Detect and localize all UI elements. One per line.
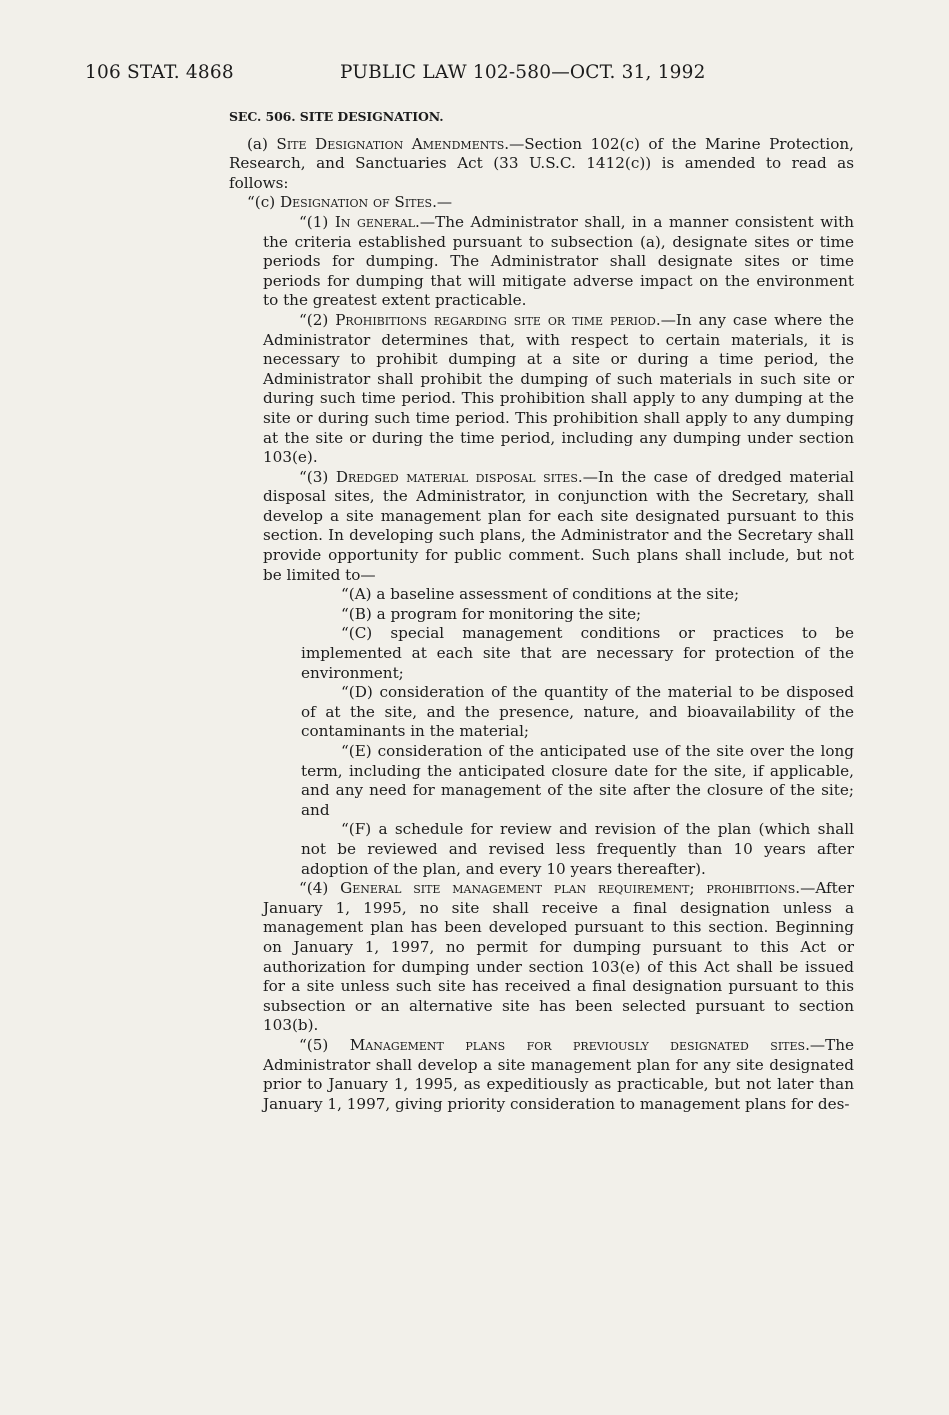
list-item-f: “(F) a schedule for review and revision of the plan (which shall not be reviewed and revised less frequently than 10 years after adoption of the plan, and every 10 years thereafter). xyxy=(301,820,854,878)
paragraph-1: “(1) In general.—The Administrator shall, in a manner consistent with the criteria established pursuant to subsection (a), designate sites or time periods for dumping. The Administrator shall designate sites or time periods for dumping that will mitigate adverse impact on the environment to the greatest extent practicable. xyxy=(263,212,854,310)
subsection-c-caption: Designation of Sites. xyxy=(279,193,437,212)
paragraph-2-caption: Prohibitions regarding site or time period. xyxy=(335,310,661,329)
paragraph-2: “(2) Prohibitions regarding site or time period.—In any case where the Administrator determines that, with respect to certain materials, it is necessary to prohibit dumping at a site or during a time period, the Administrator shall prohibit the dumping of such materials in such site or during such time period. This prohibition shall apply to any dumping at the site or during such time period. This prohibition shall apply to any dumping at the site or during the time period, including any dumping under section 103(e). xyxy=(263,310,854,467)
list-item-c: “(C) special management conditions or practices to be implemented at each site that are necessary for protection of the environment; xyxy=(301,624,854,682)
stat-citation: 106 STAT. 4868 xyxy=(85,62,234,83)
subsection-c-heading: “(c) Designation of Sites.— xyxy=(247,193,453,212)
list-item-e: “(E) consideration of the anticipated use of the site over the long term, including the anticipated closure date for the site, if applicable, and any need for management of the site after the closure of the site; and xyxy=(301,742,854,819)
paragraph-3-caption: Dredged material disposal sites. xyxy=(335,467,583,486)
subsection-a: (a) Site Designation Amendments.—Section 102(c) of the Marine Protection, Research, and Sanctuaries Act (33 U.S.C. 1412(c)) is amended to read as follows: xyxy=(229,134,854,192)
paragraph-4: “(4) General site management plan requirement; prohibitions.—After January 1, 1995, no site shall receive a final designation unless a management plan has been developed pursuant to this section. Beginning on January 1, 1997, no permit for dumping pursuant to this Act or authorization for dumping under section 103(e) of this Act shall be issued for a site unless such site has received a final designation pursuant to this subsection or an alternative site has been selected pursuant to section 103(b). xyxy=(263,879,855,1035)
paragraph-5-caption: Management plans for previously designated sites. xyxy=(349,1035,810,1054)
list-item-d: “(D) consideration of the quantity of the material to be disposed of at the site, and the presence, nature, and bioavailability of the contaminants in the material; xyxy=(301,683,854,741)
paragraph-1-caption: In general. xyxy=(334,212,420,231)
section-heading: SEC. 506. SITE DESIGNATION. xyxy=(229,109,444,124)
paragraph-5: “(5) Management plans for previously designated sites.—The Administrator shall develop a site management plan for any site designated prior to January 1, 1995, as expeditiously as practicable, but not later than January 1, 1997, giving priority consideration to management plans for des- xyxy=(263,1035,854,1113)
section-body xyxy=(229,107,854,1114)
paragraph-3: “(3) Dredged material disposal sites.—In the case of dredged material disposal sites, the Administrator, in conjunction with the Secretary, shall develop a site management plan for each site designated pursuant to this section. In developing such plans, the Administrator and the Secretary shall provide opportunity for public comment. Such plans shall include, but not be limited to— xyxy=(263,467,854,584)
list-item-a: “(A) a baseline assessment of conditions at the site; xyxy=(341,585,740,604)
list-item-b: “(B) a program for monitoring the site; xyxy=(341,604,642,623)
subsection-a-caption: Site Designation Amendments. xyxy=(276,134,510,153)
law-title: PUBLIC LAW 102-580—OCT. 31, 1992 xyxy=(340,62,706,83)
paragraph-4-caption: General site management plan requirement; prohibitions. xyxy=(340,879,801,898)
